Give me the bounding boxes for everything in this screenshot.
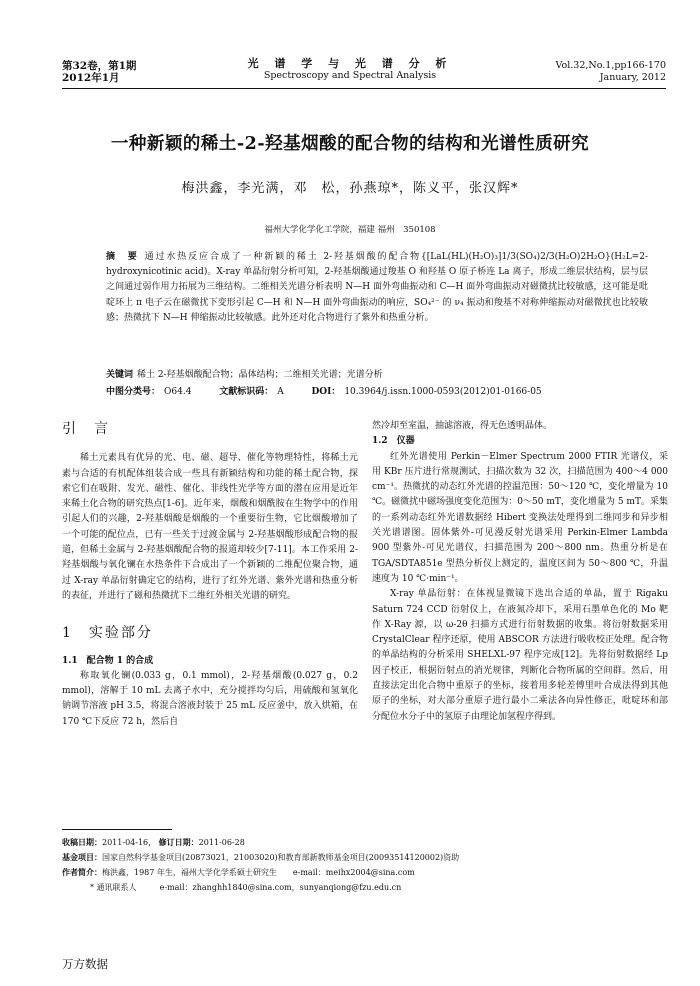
fund-label: 基金项目： bbox=[62, 852, 102, 862]
date-en: January, 2012 bbox=[599, 72, 666, 83]
affiliation: 福州大学化学化工学院，福建 福州 350108 bbox=[264, 225, 436, 235]
watermark-text: 万方数据 bbox=[62, 957, 108, 971]
abstract-text: 通过水热反应合成了一种新颖的稀土 2-羟基烟酸的配合物{[LaL(HL)(H₂O)₃]1/3(SO₄)2/3(H₂O)2H₂O}(H₂L=2-hydroxynicotinic acid)。X-ray 单晶衍射分析可知，2-羟基烟酸通过羧基 O 和羟基 O 原子桥连 La 离子，形成二维层状结构，层与层之间通过弱作用力拓展为三维结构。二维相关光谱分析表明 N—H 面外弯曲振动和 C—H 面外弯曲振动对磁微扰比较敏感，这可能是吡啶环上 π 电子云在磁微扰下变形引起 C—H 和 N—H 面外弯曲振动的响应，SO₄²⁻ 的 ν₄ 振动和羧基不对称伸缩振动对磁微扰也比较敏感；热微扰下 N—H 伸缩振动比较敏感。此外还对化合物进行了紫外和热重分析。 bbox=[106, 252, 648, 323]
volume-info-en bbox=[556, 60, 666, 84]
instrument-paragraph: 红外光谱使用 Perkin－Elmer Spectrum 2000 FTIR 光谱仪，采用 KBr 压片进行常规测试，扫描次数为 32 次，扫描范围为 400～4 000 cm⁻¹。热微扰的动态红外光谱的控温范围：50～120 ℃，变化增量为 10 ℃。磁微扰中磁场强度变化范围为：0～50 mT，变化增量为 5 mT。采集的一系列动态红外光谱数据经 Hibert 变换法处理得到二维同步和异步相关光谱谱图。固体紫外-可见漫反射光谱采用 Perkin-Elmer Lambda 900 型紫外-可见光谱仪，扫描范围为 200～800 nm。热重分析是在 TGA/SDTA851e 型热分析仪上测定的，温度区间为 50～800 ℃，升温速度为 10 ℃·min⁻¹。 bbox=[372, 451, 668, 584]
journal-name-en: Spectroscopy and Spectral Analysis bbox=[263, 70, 437, 81]
section11-heading: 1.1 配合物 1 的合成 bbox=[62, 655, 154, 666]
doi-label: DOI： bbox=[311, 387, 341, 397]
doi-value[interactable]: 10.3964/j.issn.1000-0593(2012)01-0166-05 bbox=[344, 387, 542, 397]
keywords bbox=[106, 368, 648, 383]
revised-label: 修订日期： bbox=[158, 837, 199, 847]
abstract-label: 摘 要 bbox=[106, 252, 139, 262]
continued-paragraph: 然冷却至室温，抽滤溶液，得无色透明晶体。 bbox=[372, 421, 553, 431]
author-bio-value: 梅洪鑫，1987 年生，福州大学化学系硕士研究生 e-mail：meihx2004@sina.com bbox=[102, 868, 415, 877]
volume-cn: 第32卷，第1期 bbox=[62, 60, 137, 72]
keywords-text: 稀土 2-羟基烟酸配合物；晶体结构；二维相关光谱；光谱分析 bbox=[137, 370, 383, 380]
section11-paragraph: 称取氧化镧(0.033 g，0.1 mmol)，2-羟基烟酸(0.027 g，0.2 mmol)，溶解于 10 mL 去离子水中，充分搅拌均匀后，用硫酸和氢氧化钠调节溶液 pH 3.5，将混合溶液封装于 25 mL 反应釜中，放入烘箱，在 170 ℃下反应 72 h，然后自 bbox=[62, 670, 358, 727]
volume-en: Vol.32,No.1,pp166-170 bbox=[555, 60, 666, 71]
cls-value: O64.4 bbox=[164, 387, 192, 397]
authors: 梅洪鑫，李光满，邓 松，孙燕琼*，陈义平，张汉辉* bbox=[181, 181, 519, 196]
doc-code-value: A bbox=[277, 387, 284, 397]
intro-heading: 引 言 bbox=[62, 421, 110, 437]
journal-name-cn: 光 谱 学 与 光 谱 分 析 bbox=[247, 57, 453, 70]
footnote-dates bbox=[62, 836, 672, 849]
contact-value: e-mail：zhanghh1840@sina.com，sunyanqiong@fzu.edu.cn bbox=[159, 883, 402, 892]
paper-title: 一种新颖的稀土-2-羟基烟酸的配合物的结构和光谱性质研究 bbox=[110, 134, 590, 154]
revised-date: 2011-06-28 bbox=[198, 838, 245, 847]
footnote-rule bbox=[62, 829, 172, 830]
received-date: 2011-04-16， bbox=[102, 838, 157, 847]
keywords-label: 关键词 bbox=[106, 370, 134, 380]
intro-paragraph: 稀土元素具有优异的光、电、磁、超导、催化等物理特性，将稀土元素与合适的有机配体组装合成一些具有新颖结构和功能的稀土配合物，探索它们在吸附、发光、磁性、催化、非线性光学等方面的潜在应用是近年来稀土化合物的研究热点[1-6]。近年来，烟酸和烟酰胺在生物学中的作用引起人们的兴趣，2-羟基烟酸是烟酸的一个重要衍生物，它比烟酸增加了一个可能的配位点，已有一些关于过渡金属与 2-羟基烟酸形成配合物的报道，但稀土金属与 2-羟基烟酸配合物的报道却较少[7-11]。本工作采用 2-羟基烟酸与氧化镧在水热条件下合成出了一个新颖的二维配位聚合物，通过 X-ray 单晶衍射确定它的结构，进行了红外光谱、紫外光谱和热重分析的表征，并进行了磁和热微扰下二维红外相关光谱的研究。 bbox=[62, 453, 358, 601]
doc-code-label: 文献标识码： bbox=[219, 387, 274, 397]
footnote-fund bbox=[62, 851, 672, 864]
section1-heading: 1 实验部分 bbox=[62, 625, 153, 642]
received-label: 收稿日期： bbox=[62, 837, 102, 847]
abstract bbox=[106, 250, 648, 326]
fund-value: 国家自然科学基金项目(20873021，21003020)和教育部新教师基金项目(20093514120002)资助 bbox=[102, 853, 460, 862]
header-rule bbox=[62, 88, 666, 89]
date-cn: 2012年1月 bbox=[62, 72, 120, 84]
classification-line bbox=[106, 385, 666, 400]
left-column bbox=[62, 422, 358, 730]
xray-paragraph: X-ray 单晶衍射：在体视显微镜下选出合适的单晶，置于 Rigaku Saturn 724 CCD 衍射仪上，在液氮冷却下，采用石墨单色化的 Mo 靶作 X-Ray 源，以 ω-2θ 扫描方式进行衍射数据的收集。将衍射数据采用 CrystalClear 程序还原，使用 ABSCOR 方法进行吸收校正处理。配合物的单晶结构的分析采用 SHELXL-97 程序完成[12]。先将衍射数据经 Lp 因子校正，根据衍射点的消光规律，判断化合物所属的空间群。然后，用直接法定出化合物中重原子的坐标，接着用多轮差傅里叶合成法得到其他原子的坐标，对大部分重原子进行最小二乘法各向异性修正，吡啶环和部分配位水分子中的氢原子由理论加氢程序得到。 bbox=[372, 589, 668, 722]
cls-label: 中图分类号： bbox=[106, 387, 161, 397]
right-column bbox=[372, 419, 668, 725]
author-bio-label: 作者简介： bbox=[62, 867, 102, 877]
footnote-author bbox=[62, 866, 672, 879]
section12-heading: 1.2 仪器 bbox=[372, 436, 415, 447]
footnote-contact bbox=[90, 881, 700, 894]
contact-label: * 通讯联系人 bbox=[90, 883, 137, 892]
